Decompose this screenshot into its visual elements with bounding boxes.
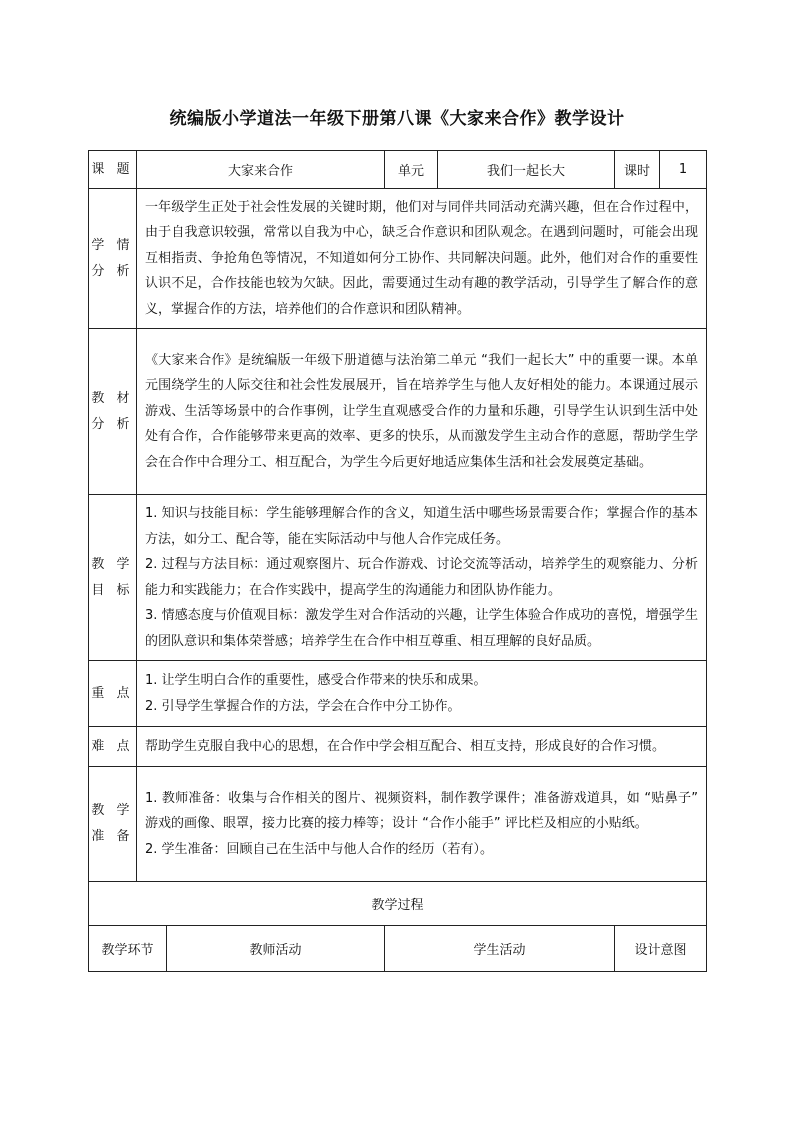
- header-row: [89, 151, 707, 189]
- student-analysis-text: 一年级学生正处于社会性发展的关键时期，他们对与同伴共同活动充满兴趣，但在合作过程中，由于自我意识较强，常常以自我为中心，缺乏合作意识和团队观念。在遇到问题时，可能会出现互相指责、争抢角色等情况，不知道如何分工协作、共同解决问题。此外，他们对合作的重要性认识不足，合作技能也较为欠缺。因此，需要通过生动有趣的教学活动，引导学生了解合作的意义，掌握合作的方法，培养他们的合作意识和团队精神。: [137, 189, 707, 329]
- unit-label: 单元: [385, 151, 438, 189]
- material-analysis-row: [89, 329, 707, 495]
- student-analysis-row: [89, 189, 707, 329]
- key-points-label: 重 点: [89, 661, 137, 727]
- unit-value: 我们一起长大: [438, 151, 615, 189]
- objectives-row: [89, 495, 707, 661]
- topic-label: 课 题: [89, 151, 137, 189]
- preparation-item: 2. 学生准备：回顾自己在生活中与他人合作的经历（若有）。: [145, 841, 494, 857]
- material-analysis-label: 教 材 分 析: [89, 329, 137, 495]
- preparation-label: 教 学 准 备: [89, 767, 137, 882]
- preparation-row: [89, 767, 707, 882]
- preparation-item: 1. 教师准备：收集与合作相关的图片、视频资料，制作教学课件；准备游戏道具，如 “贴鼻子” 游戏的画像、眼罩，接力比赛的接力棒等；设计 “合作小能手” 评比栏及相应的小贴纸。: [145, 790, 699, 832]
- objectives-text: [137, 495, 707, 661]
- process-col-stage: 教学环节: [89, 926, 167, 972]
- process-heading-row: [89, 882, 707, 926]
- material-analysis-text: 《大家来合作》是统编版一年级下册道德与法治第二单元 “我们一起长大” 中的重要一课。本单元围绕学生的人际交往和社会性发展展开，旨在培养学生与他人友好相处的能力。本课通过展示游戏、生活等场景中的合作事例，让学生直观感受合作的力量和乐趣，引导学生认识到生活中处处有合作，合作能够带来更高的效率、更多的快乐，从而激发学生主动合作的意愿，帮助学生学会在合作中合理分工、相互配合，为学生今后更好地适应集体生活和社会发展奠定基础。: [137, 329, 707, 495]
- key-points-text: [137, 661, 707, 727]
- document-title: 统编版小学道法一年级下册第八课《大家来合作》教学设计: [169, 109, 625, 129]
- objective-item: 1. 知识与技能目标：学生能够理解合作的含义，知道生活中哪些场景需要合作；掌握合作的基本方法，如分工、配合等，能在实际活动中与他人合作完成任务。: [145, 506, 699, 547]
- objective-item: 2. 过程与方法目标：通过观察图片、玩合作游戏、讨论交流等活动，培养学生的观察能力、分析能力和实践能力；在合作实践中，提高学生的沟通能力和团队协作能力。: [145, 557, 699, 598]
- process-columns-row: [89, 926, 707, 972]
- period-label: 课时: [615, 151, 660, 189]
- process-col-teacher: 教师活动: [167, 926, 385, 972]
- key-point-item: 1. 让学生明白合作的重要性，感受合作带来的快乐和成果。: [145, 673, 487, 688]
- objective-item: 3. 情感态度与价值观目标：激发学生对合作活动的兴趣，让学生体验合作成功的喜悦，增强学生的团队意识和集体荣誉感；培养学生在合作中相互尊重、相互理解的良好品质。: [145, 608, 699, 649]
- difficulties-label: 难 点: [89, 727, 137, 767]
- process-col-intent: 设计意图: [615, 926, 707, 972]
- key-points-row: [89, 661, 707, 727]
- preparation-text: [137, 767, 707, 882]
- key-point-item: 2. 引导学生掌握合作的方法，学会在合作中分工协作。: [145, 698, 461, 714]
- process-col-student: 学生活动: [385, 926, 615, 972]
- period-value: 1: [660, 151, 707, 189]
- process-heading: 教学过程: [89, 882, 707, 926]
- difficulties-text: 帮助学生克服自我中心的思想，在合作中学会相互配合、相互支持，形成良好的合作习惯。: [137, 727, 707, 767]
- student-analysis-label: 学 情 分 析: [89, 189, 137, 329]
- objectives-label: 教 学 目 标: [89, 495, 137, 661]
- lesson-plan-table: [88, 150, 707, 972]
- difficulties-row: [89, 727, 707, 767]
- topic-value: 大家来合作: [137, 151, 385, 189]
